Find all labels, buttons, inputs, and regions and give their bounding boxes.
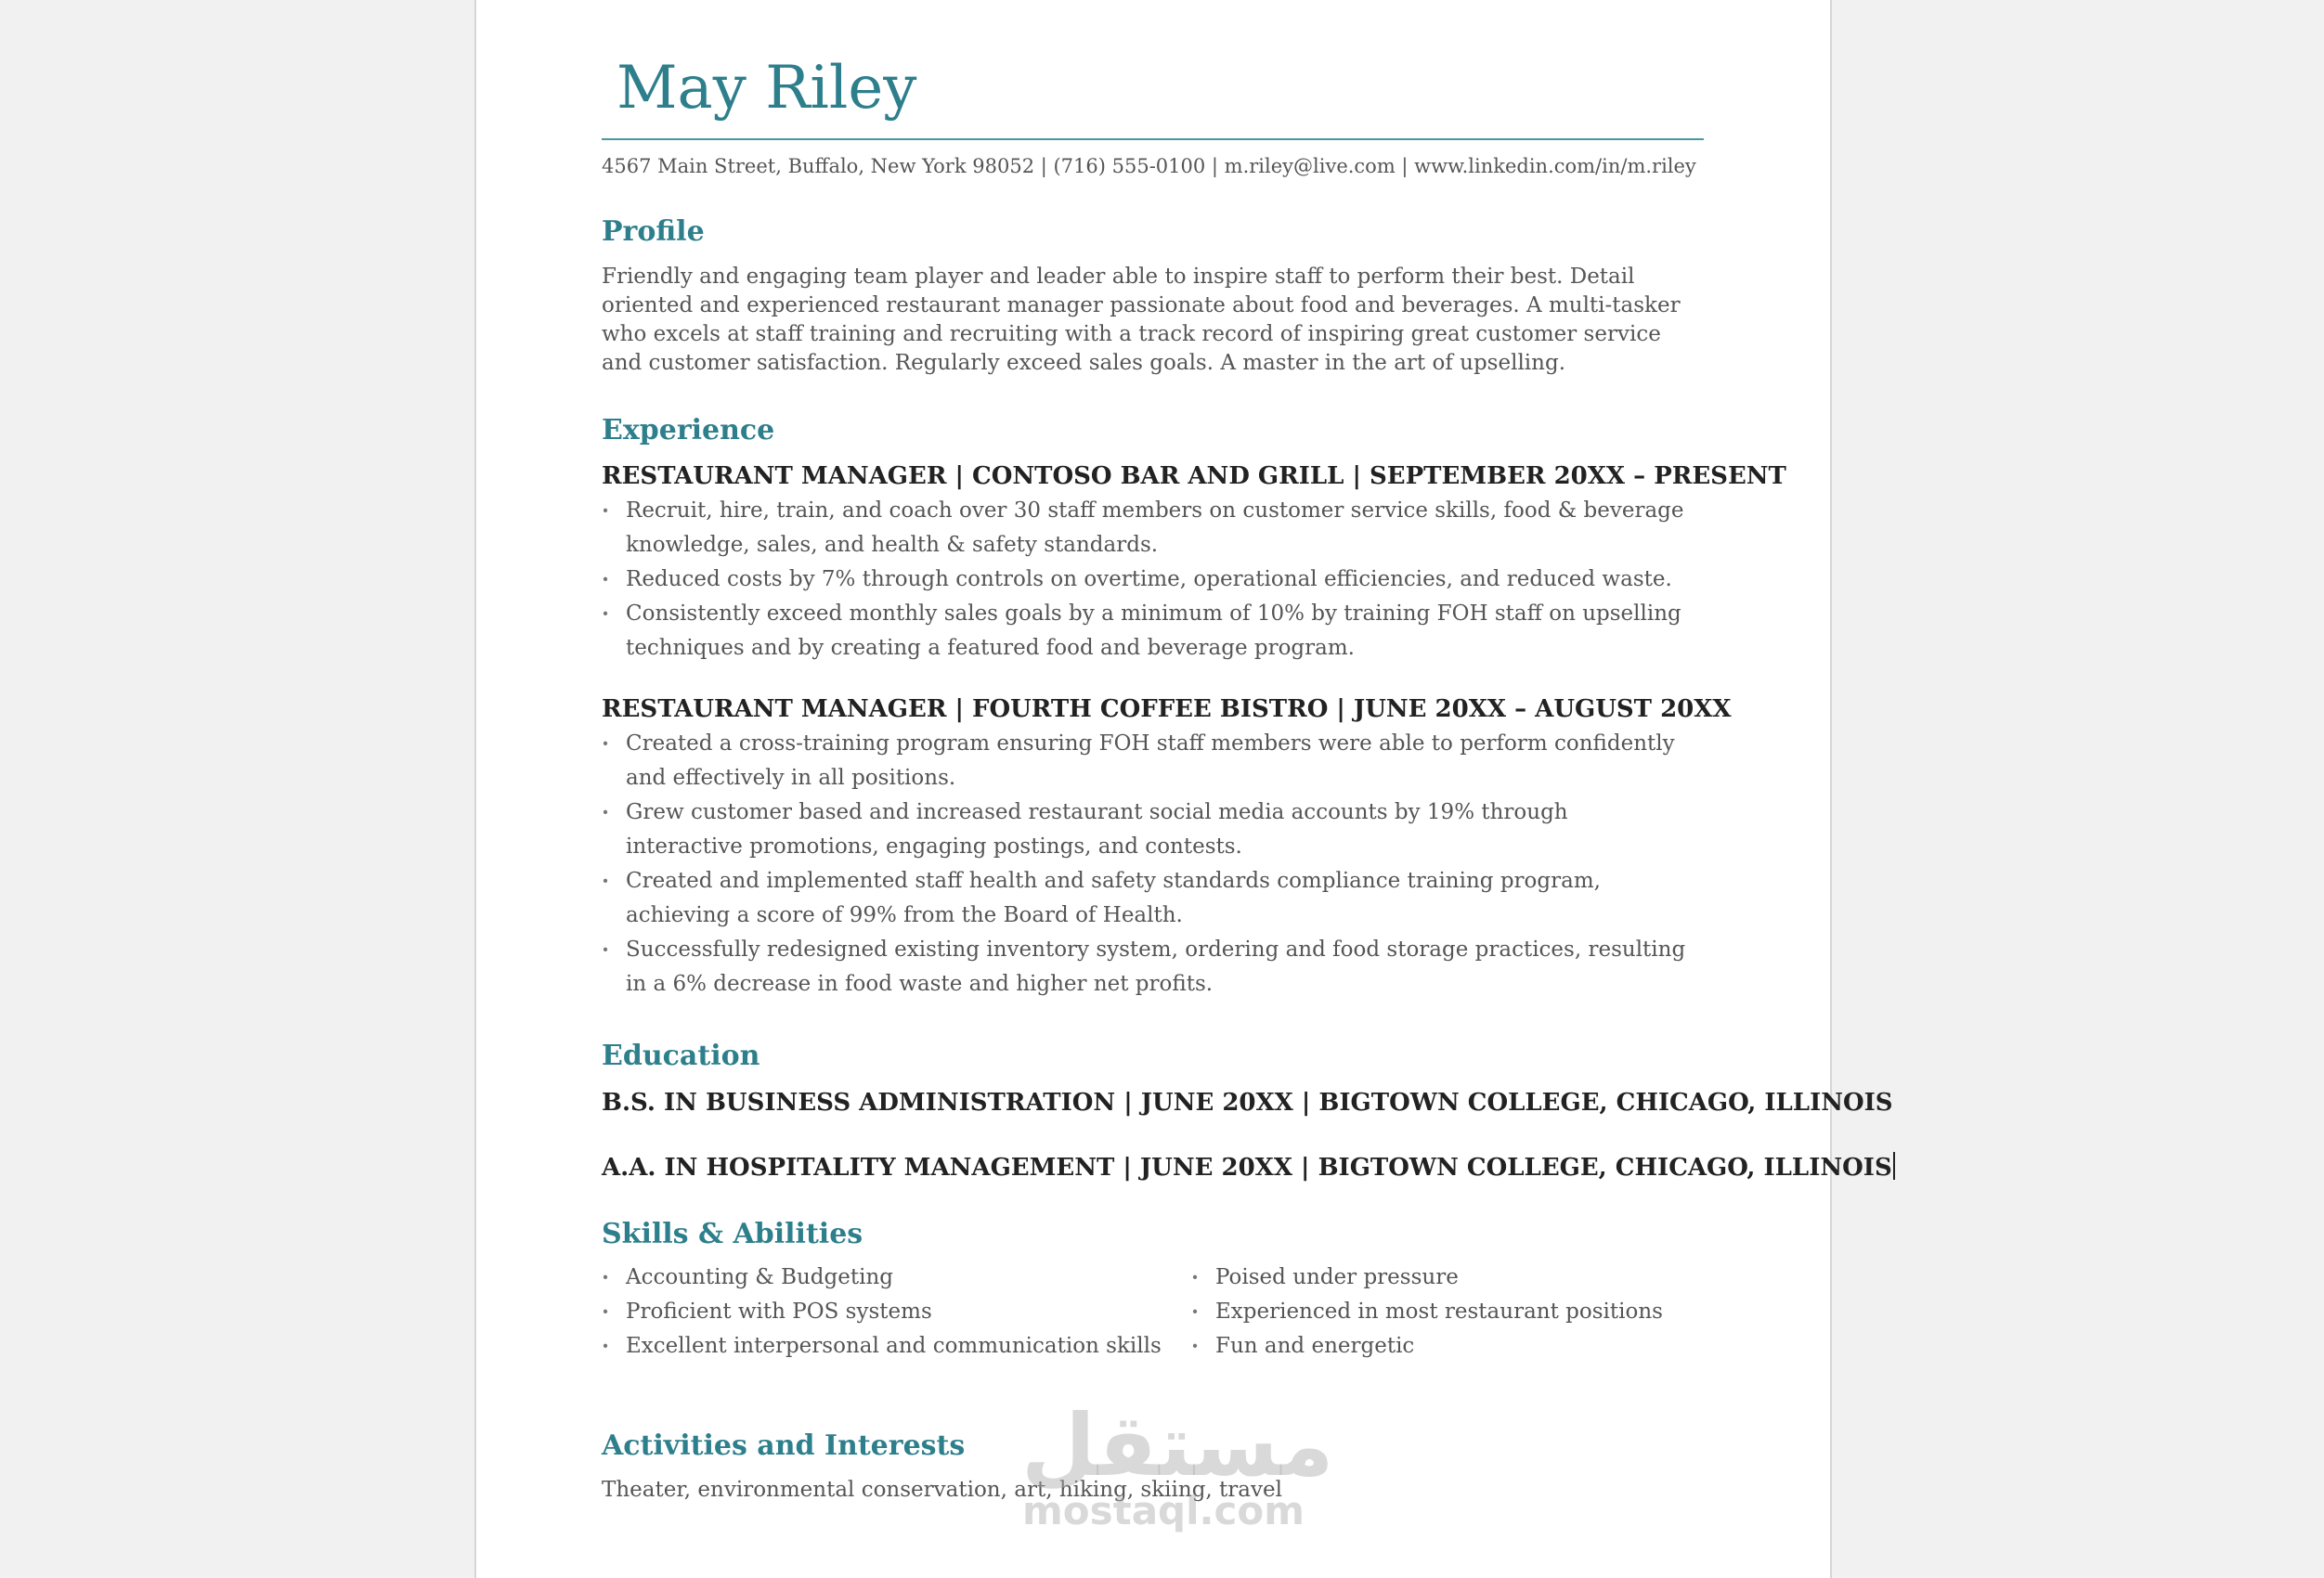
activities-text: Theater, environmental conservation, art, hiking, skiing, travel bbox=[602, 1478, 1282, 1502]
profile-heading: Profile bbox=[602, 215, 705, 248]
contact-line: 4567 Main Street, Buffalo, New York 98052 | (716) 555-0100 | m.riley@live.com | www.linkedin.com/in/m.riley bbox=[602, 155, 1696, 177]
job-title: RESTAURANT MANAGER | FOURTH COFFEE BISTRO | JUNE 20XX – AUGUST 20XX bbox=[602, 695, 1732, 723]
list-item: · Consistently exceed monthly sales goals by a minimum of 10% by training FOH staff on upselling techniques and by creating a featured food and beverage program. bbox=[602, 597, 1688, 666]
watermark-logo bbox=[1021, 1396, 1334, 1548]
education-entry: B.S. IN BUSINESS ADMINISTRATION | JUNE 20XX | BIGTOWN COLLEGE, CHICAGO, ILLINOIS bbox=[602, 1089, 1893, 1117]
list-item: · Grew customer based and increased restaurant social media accounts by 19% through interactive promotions, engaging postings, and contests. bbox=[602, 795, 1688, 864]
job-bullets bbox=[602, 727, 1688, 1002]
list-item: · Reduced costs by 7% through controls on overtime, operational efficiencies, and reduced waste. bbox=[602, 563, 1688, 597]
list-item: · Excellent interpersonal and communication skills bbox=[602, 1329, 1688, 1364]
list-item: · Fun and energetic bbox=[1191, 1329, 2278, 1364]
activities-heading: Activities and Interests bbox=[602, 1429, 966, 1462]
watermark-latin: mostaql.com bbox=[1022, 1488, 1305, 1533]
list-item: · Successfully redesigned existing inventory system, ordering and food storage practices, resulting in a 6% decrease in food waste and higher net profits. bbox=[602, 933, 1688, 1002]
list-item: · Proficient with POS systems bbox=[602, 1295, 1688, 1329]
profile-text: Friendly and engaging team player and leader able to inspire staff to perform their best. Detail oriented and experienced restaurant manager passionate about food and beverages. A multi-tasker who excels at staff training and recruiting with a track record of inspiring great customer service and customer satisfaction. Regularly exceed sales goals. A master in the art of upselling. bbox=[602, 265, 1681, 375]
list-item: · Poised under pressure bbox=[1191, 1261, 2278, 1295]
education-heading: Education bbox=[602, 1040, 760, 1072]
list-item: · Accounting & Budgeting bbox=[602, 1261, 1688, 1295]
skills-heading: Skills & Abilities bbox=[602, 1218, 863, 1250]
document-page[interactable] bbox=[474, 0, 1893, 1578]
skills-list-right bbox=[1191, 1261, 2278, 1364]
job-bullets bbox=[602, 494, 1688, 666]
education-entry: A.A. IN HOSPITALITY MANAGEMENT | JUNE 20XX | BIGTOWN COLLEGE, CHICAGO, ILLINOIS bbox=[602, 1152, 1895, 1182]
text-cursor bbox=[1893, 1152, 1895, 1180]
list-item: · Experienced in most restaurant positions bbox=[1191, 1295, 2278, 1329]
resume-name: May Riley bbox=[617, 54, 917, 123]
job-title: RESTAURANT MANAGER | CONTOSO BAR AND GRILL | SEPTEMBER 20XX – PRESENT bbox=[602, 462, 1786, 490]
watermark-arabic: مستقل bbox=[1021, 1396, 1334, 1495]
list-item: · Created and implemented staff health and safety standards compliance training program, achieving a score of 99% from the Board of Health. bbox=[602, 864, 1688, 933]
list-item: · Created a cross-training program ensuring FOH staff members were able to perform confidently and effectively in all positions. bbox=[602, 727, 1688, 795]
title-divider bbox=[602, 138, 1704, 140]
experience-heading: Experience bbox=[602, 414, 775, 446]
list-item: · Recruit, hire, train, and coach over 30 staff members on customer service skills, food & beverage knowledge, sales, and health & safety standards. bbox=[602, 494, 1688, 563]
